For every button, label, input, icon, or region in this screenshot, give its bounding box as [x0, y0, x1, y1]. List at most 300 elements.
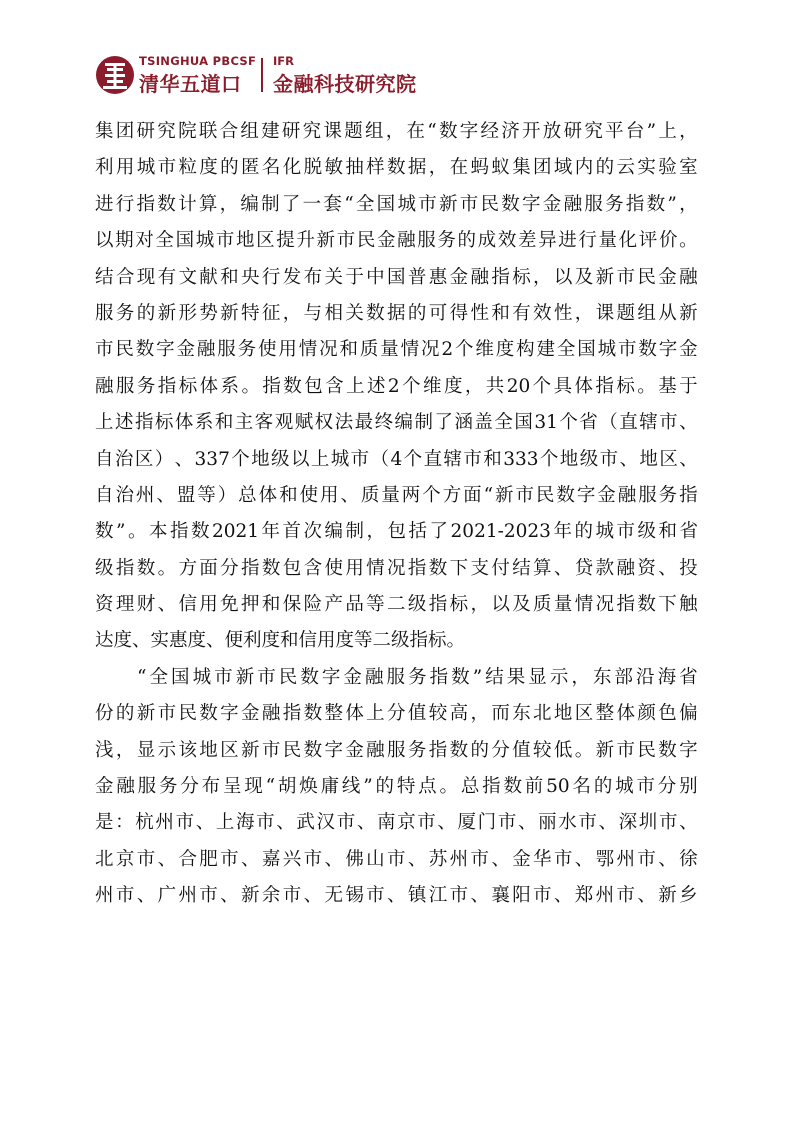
brand-chinese-name: 清华五道口: [139, 72, 242, 96]
text-glyph: 共: [485, 375, 505, 397]
text-glyph: 新: [157, 302, 177, 324]
text-glyph: 现: [136, 266, 156, 288]
text-glyph: 数: [449, 739, 469, 761]
text-glyph: 指: [407, 557, 427, 579]
text-glyph: 市: [136, 848, 156, 870]
text-glyph: 呈: [222, 776, 242, 798]
text-glyph: 京: [115, 848, 135, 870]
text-glyph: 平: [605, 121, 624, 142]
text-glyph: 、: [658, 848, 677, 870]
text-glyph: 庸: [320, 776, 340, 798]
text-glyph: 治: [114, 448, 134, 470]
text-glyph: 城: [330, 448, 350, 470]
text-glyph: 量: [598, 230, 618, 252]
text-glyph: 品: [345, 594, 364, 616]
text-glyph: 城: [136, 157, 156, 179]
text-glyph: 云: [616, 157, 635, 179]
text-glyph: 显: [136, 739, 156, 761]
text-glyph: 个: [422, 484, 441, 506]
text-glyph: ”: [116, 521, 126, 543]
text-line: [95, 696, 698, 732]
text-glyph: “: [265, 776, 276, 798]
text-glyph: 服: [638, 484, 657, 506]
text-glyph: 民: [356, 230, 376, 252]
text-glyph: 地: [639, 448, 658, 470]
text-glyph: 市: [175, 812, 195, 834]
text-glyph: 指: [679, 484, 698, 506]
text-glyph: 包: [387, 521, 407, 543]
text-glyph: 数: [366, 302, 385, 324]
text-glyph: 题: [616, 302, 635, 324]
text-glyph: 市: [418, 193, 437, 215]
text-glyph: 指: [136, 193, 156, 215]
text-glyph: 和: [658, 521, 677, 543]
text-glyph: 市: [157, 157, 177, 179]
text-glyph: 、: [407, 848, 427, 870]
text-glyph: 指: [625, 193, 645, 215]
text-glyph: 国: [171, 666, 190, 688]
text-glyph: 全: [494, 412, 513, 434]
text-glyph: 资: [637, 557, 656, 579]
text-glyph: 地: [235, 230, 255, 252]
text-line: [95, 150, 698, 186]
text-glyph: 字: [658, 339, 678, 361]
text-glyph: 团: [533, 157, 552, 179]
text-glyph: 浅: [95, 739, 114, 761]
text-glyph: 华: [533, 848, 552, 870]
text-glyph: 务: [115, 302, 135, 324]
text-glyph: 有: [157, 266, 177, 288]
text-glyph: 务: [658, 484, 678, 506]
text-glyph: 进: [95, 193, 114, 215]
text-glyph: 权: [314, 412, 334, 434]
text-glyph: 台: [625, 121, 645, 142]
text-glyph: 。: [241, 375, 260, 397]
text-glyph: 金: [542, 193, 562, 215]
text-glyph: 新: [316, 230, 336, 252]
text-glyph: 性: [470, 302, 489, 324]
text-glyph: 两: [401, 484, 421, 506]
text-glyph: 、: [157, 848, 177, 870]
text-glyph: 在: [406, 121, 425, 142]
text-glyph: 较: [533, 739, 552, 761]
text-glyph: 体: [174, 412, 194, 434]
text-glyph: 融: [261, 703, 281, 725]
text-glyph: 数: [438, 121, 458, 142]
text-glyph: 丽: [538, 812, 557, 834]
text-glyph: 名: [261, 157, 281, 179]
text-glyph: 个: [539, 448, 559, 470]
text-glyph: 况: [595, 594, 615, 616]
text-glyph: 徐: [679, 848, 698, 870]
text-glyph: 分: [657, 776, 677, 798]
text-glyph: 使: [299, 484, 319, 506]
text-glyph: 情: [574, 594, 594, 616]
text-glyph: 务: [437, 230, 456, 252]
text-glyph: 值: [512, 739, 531, 761]
text-glyph: 333: [503, 448, 539, 470]
text-glyph: 州: [178, 885, 197, 907]
text-glyph: 、: [303, 885, 323, 907]
text-glyph: 数: [303, 739, 323, 761]
text-glyph: 度: [495, 339, 515, 361]
text-glyph: 、: [174, 448, 194, 470]
text-glyph: 指: [241, 557, 260, 579]
text-glyph: 异: [538, 230, 557, 252]
text-glyph: 性: [553, 302, 573, 324]
text-glyph: 务: [158, 776, 178, 798]
text-glyph: 海: [657, 666, 677, 688]
text-glyph: 及: [512, 594, 531, 616]
text-glyph: 实: [637, 157, 656, 179]
text-glyph: 新: [241, 885, 260, 907]
text-glyph: 全: [556, 339, 576, 361]
header-divider: [261, 58, 263, 92]
text-glyph: 新: [241, 739, 260, 761]
text-glyph: 及: [574, 266, 594, 288]
text-glyph: 发: [282, 266, 302, 288]
text-glyph: 金: [176, 339, 196, 361]
text-glyph: 献: [199, 266, 218, 288]
text-glyph: 算: [198, 193, 218, 215]
text-glyph: 研: [563, 121, 583, 142]
text-glyph: 建: [261, 121, 280, 142]
text-glyph: 全: [355, 193, 375, 215]
text-glyph: 、: [387, 885, 406, 907]
text-glyph: 国: [376, 193, 396, 215]
text-glyph: 市: [658, 812, 678, 834]
text-glyph: 南: [376, 812, 396, 834]
ifr-english-name: IFR: [273, 54, 294, 68]
text-glyph: 度: [443, 375, 463, 397]
text-glyph: 金: [512, 848, 531, 870]
text-glyph: 国: [514, 412, 533, 434]
text-glyph: 市: [616, 266, 635, 288]
text-glyph: “: [483, 484, 494, 506]
text-glyph: 整: [324, 703, 343, 725]
text-glyph: 市: [350, 448, 370, 470]
text-glyph: 个: [559, 412, 578, 434]
text-glyph: 保: [282, 594, 302, 616]
text-glyph: 的: [220, 157, 239, 179]
text-glyph: 结: [485, 666, 504, 688]
text-glyph: 示: [549, 666, 569, 688]
text-glyph: 服: [115, 375, 135, 397]
text-glyph: 市: [618, 339, 637, 361]
text-glyph: 服: [417, 230, 436, 252]
text-glyph: 苏: [428, 848, 448, 870]
text-glyph: 服: [387, 739, 406, 761]
text-glyph: 指: [115, 557, 135, 579]
text-glyph: “: [137, 666, 147, 688]
text-glyph: 务: [605, 193, 624, 215]
text-glyph: 东: [512, 703, 531, 725]
text-glyph: 抽: [345, 157, 364, 179]
text-glyph: 点: [418, 776, 437, 798]
text-glyph: 数: [199, 703, 218, 725]
text-glyph: 数: [95, 521, 114, 543]
text-glyph: 、: [658, 557, 677, 579]
text-line: [95, 587, 698, 623]
text-line: [95, 223, 698, 259]
text-glyph: 部: [614, 666, 633, 688]
text-glyph: 盖: [474, 412, 493, 434]
text-glyph: 、: [356, 812, 376, 834]
text-glyph: 民: [637, 739, 656, 761]
text-glyph: 、: [340, 484, 359, 506]
text-glyph: 编: [240, 193, 259, 215]
text-glyph: 标: [154, 412, 174, 434]
text-glyph: 城: [397, 193, 416, 215]
text-glyph: 市: [199, 885, 218, 907]
text-glyph: 指: [429, 666, 449, 688]
text-glyph: 上: [346, 375, 365, 397]
text-glyph: 区: [134, 448, 154, 470]
text-glyph: 团: [115, 121, 135, 142]
text-glyph: 指: [157, 375, 177, 397]
text-glyph: 民: [178, 703, 197, 725]
text-glyph: 北: [533, 703, 552, 725]
text-glyph: 、: [619, 448, 639, 470]
text-glyph: 关: [324, 266, 343, 288]
text-glyph: 数: [303, 703, 323, 725]
text-glyph: 集: [512, 157, 531, 179]
text-glyph: 字: [576, 484, 596, 506]
text-glyph: 、: [598, 812, 618, 834]
text-glyph: 指: [491, 266, 510, 288]
text-glyph: ，: [385, 121, 405, 142]
text-glyph: 投: [679, 557, 698, 579]
text-glyph: 况: [319, 339, 338, 361]
text-glyph: 融: [470, 266, 489, 288]
text-glyph: 市: [220, 848, 239, 870]
text-glyph: 制: [414, 412, 434, 434]
text-glyph: 、: [136, 885, 156, 907]
text-glyph: 字: [324, 739, 343, 761]
text-glyph: 和: [483, 448, 502, 470]
text-line: [95, 842, 698, 878]
text-glyph: 、: [324, 848, 343, 870]
text-glyph: 用: [345, 557, 364, 579]
text-glyph: ”: [472, 666, 483, 688]
text-glyph: 武: [296, 812, 315, 834]
text-glyph: 市: [636, 776, 655, 798]
text-glyph: 匿: [241, 157, 260, 179]
text-glyph: 京: [397, 812, 416, 834]
text-glyph: 字: [679, 739, 698, 761]
text-glyph: 方: [442, 484, 462, 506]
text-glyph: 而: [491, 703, 510, 725]
text-glyph: 。: [574, 739, 594, 761]
text-glyph: 市: [449, 885, 469, 907]
text-glyph: 效: [533, 302, 552, 324]
text-glyph: 用: [199, 594, 218, 616]
text-glyph: 理: [115, 594, 135, 616]
text-glyph: 有: [512, 302, 531, 324]
text-glyph: 据: [387, 302, 406, 324]
text-glyph: ，: [464, 375, 484, 397]
text-glyph: 。: [679, 230, 698, 252]
text-glyph: 免: [220, 594, 239, 616]
text-glyph: 赋: [294, 412, 314, 434]
text-glyph: 嘉: [261, 848, 281, 870]
text-line: [95, 405, 698, 441]
text-glyph: 鄂: [595, 848, 615, 870]
text-glyph: 指: [595, 375, 614, 397]
text-glyph: 用: [319, 484, 339, 506]
text-line: [95, 442, 698, 478]
text-glyph: 放: [542, 121, 562, 142]
text-glyph: （: [599, 412, 618, 434]
text-glyph: 、: [276, 812, 295, 834]
text-glyph: 特: [396, 776, 416, 798]
text-glyph: 。: [127, 521, 147, 543]
text-glyph: 据: [407, 157, 427, 179]
text-glyph: ”: [363, 776, 373, 798]
text-glyph: 和: [279, 484, 298, 506]
text-glyph: 级: [579, 448, 599, 470]
text-glyph: 最: [354, 412, 374, 434]
text-glyph: 区: [220, 739, 239, 761]
text-glyph: 50: [546, 776, 570, 798]
text-glyph: 市: [578, 812, 597, 834]
text-glyph: 等: [366, 594, 385, 616]
text-glyph: 研: [136, 121, 156, 142]
text-glyph: 指: [428, 594, 448, 616]
text-glyph: 低: [553, 739, 573, 761]
text-glyph: 市: [599, 448, 619, 470]
text-glyph: 情: [366, 557, 385, 579]
text-glyph: 海: [235, 812, 255, 834]
text-glyph: 包: [282, 557, 302, 579]
text-glyph: 杭: [135, 812, 154, 834]
text-glyph: 字: [321, 666, 341, 688]
text-glyph: 服: [95, 302, 114, 324]
text-glyph: 城: [192, 666, 212, 688]
text-glyph: 民: [535, 484, 555, 506]
text-glyph: 合: [178, 848, 197, 870]
text-glyph: 余: [261, 885, 281, 907]
text-line: [95, 260, 698, 296]
text-glyph: 内: [574, 157, 594, 179]
text-glyph: ，: [115, 739, 135, 761]
text-glyph: 2: [387, 375, 400, 397]
text-glyph: 市: [257, 666, 276, 688]
text-glyph: 下: [449, 557, 469, 579]
text-glyph: 兴: [282, 848, 302, 870]
text-glyph: 研: [281, 121, 301, 142]
text-glyph: ，: [282, 302, 302, 324]
text-glyph: 了: [434, 412, 453, 434]
text-glyph: 新: [235, 666, 255, 688]
text-glyph: 金: [376, 230, 396, 252]
text-line: [95, 733, 698, 769]
text-glyph: 以: [290, 448, 310, 470]
text-glyph: 国: [175, 230, 195, 252]
text-glyph: 、: [157, 594, 177, 616]
text-glyph: 地: [199, 739, 218, 761]
text-glyph: 民: [278, 666, 298, 688]
text-glyph: 编: [394, 412, 414, 434]
text-glyph: 个: [455, 339, 474, 361]
text-line: [95, 187, 698, 223]
text-glyph: 肥: [199, 848, 218, 870]
text-glyph: 深: [618, 812, 638, 834]
text-glyph: 新: [438, 193, 458, 215]
text-glyph: 省: [579, 412, 598, 434]
text-glyph: ，: [533, 266, 552, 288]
text-glyph: 省: [679, 666, 698, 688]
text-glyph: 建: [536, 339, 556, 361]
text-glyph: 省: [679, 521, 698, 543]
text-glyph: 数: [300, 666, 319, 688]
text-glyph: 究: [302, 121, 322, 142]
text-glyph: 数: [387, 157, 406, 179]
text-glyph: 整: [595, 703, 615, 725]
text-glyph: 市: [459, 193, 479, 215]
text-glyph: 主: [234, 412, 254, 434]
text-glyph: 效: [497, 230, 517, 252]
text-glyph: 行: [261, 266, 281, 288]
text-glyph: 金: [679, 339, 698, 361]
text-glyph: 究: [157, 121, 176, 142]
text-glyph: 市: [282, 885, 302, 907]
text-glyph: 体: [199, 375, 219, 397]
text-glyph: 字: [156, 339, 175, 361]
text-glyph: 可: [428, 302, 448, 324]
text-glyph: 新: [679, 302, 698, 324]
text-glyph: 字: [459, 121, 479, 142]
ifr-chinese-name: 金融科技研究院: [273, 72, 417, 96]
text-glyph: 上: [215, 812, 235, 834]
text-glyph: 民: [637, 266, 656, 288]
text-glyph: 域: [553, 157, 573, 179]
text-glyph: 服: [386, 666, 406, 688]
text-glyph: 的: [595, 157, 615, 179]
text-glyph: 次: [303, 521, 323, 543]
text-glyph: 进: [558, 230, 577, 252]
text-glyph: 市: [215, 230, 235, 252]
text-glyph: 州: [135, 484, 155, 506]
text-glyph: 、: [156, 484, 175, 506]
text-glyph: 地: [553, 703, 573, 725]
text-glyph: ，: [219, 193, 239, 215]
text-glyph: 以: [95, 230, 114, 252]
text-glyph: 终: [374, 412, 394, 434]
text-glyph: 级: [271, 448, 290, 470]
text-glyph: 计: [178, 193, 197, 215]
text-glyph: 辖: [639, 412, 658, 434]
text-glyph: 期: [115, 230, 134, 252]
text-glyph: 和: [214, 412, 234, 434]
text-glyph: 汉: [316, 812, 336, 834]
text-glyph: 城: [595, 521, 614, 543]
text-glyph: 指: [428, 739, 448, 761]
text-glyph: 中: [366, 266, 385, 288]
text-glyph: 从: [658, 302, 677, 324]
text-glyph: 上: [95, 412, 114, 434]
text-glyph: 的: [457, 230, 477, 252]
text-glyph: 现: [244, 776, 263, 798]
text-glyph: 数: [503, 776, 522, 798]
text-glyph: 升: [296, 230, 315, 252]
text-glyph: 东: [592, 666, 612, 688]
text-glyph: 别: [679, 776, 698, 798]
text-line: [95, 114, 698, 150]
text-glyph: 区: [574, 703, 594, 725]
text-glyph: 级: [407, 594, 427, 616]
text-glyph: 特: [241, 302, 260, 324]
